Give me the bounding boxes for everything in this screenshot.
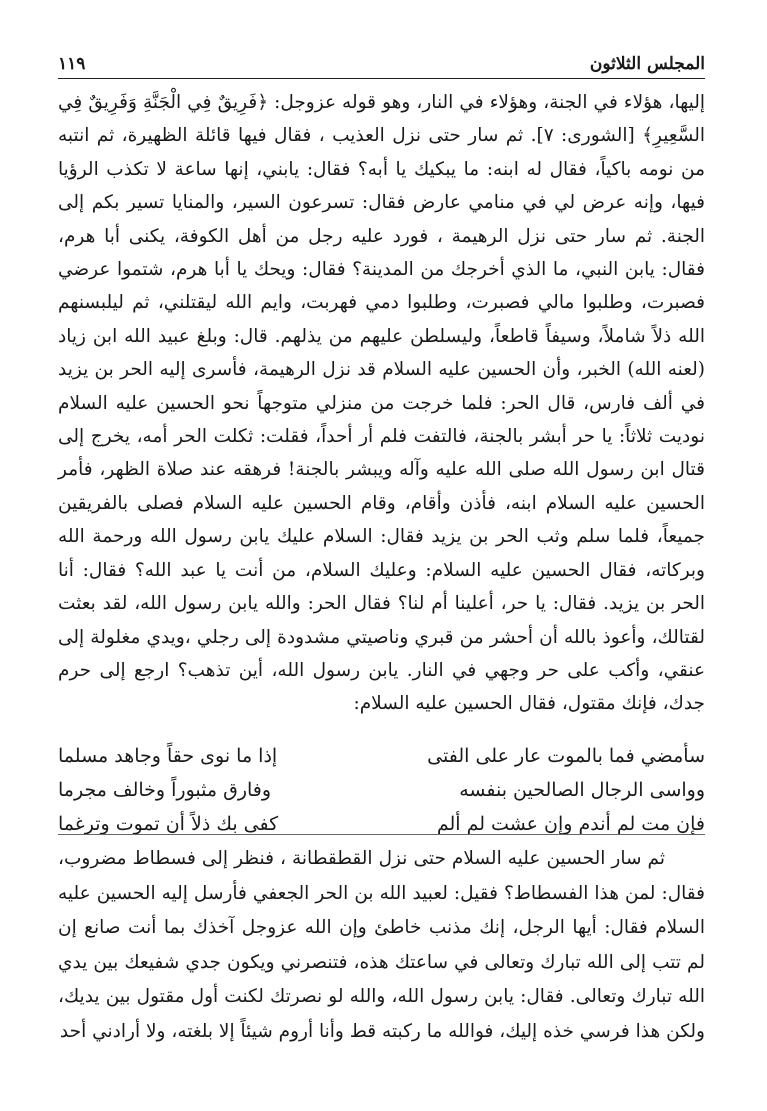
- poem-verse-3: [58, 807, 705, 841]
- verse-2-first-hemistich: وواسى الرجال الصالحين بنفسه: [459, 778, 705, 801]
- chapter-title: المجلس الثلاثون: [589, 54, 705, 74]
- verse-3-second-hemistich: كفى بك ذلاً أن تموت وترغما: [58, 812, 279, 835]
- poem-divider: [58, 834, 705, 835]
- main-text-continued: [58, 842, 705, 1049]
- paragraph-2: ثم سار الحسين عليه السلام حتى نزل القطقطانة ، فنظر إلى فسطاط مضروب، فقال: لمن هذا الفسطاط؟ فقيل: لعبيد الله بن الحر الجعفي فأرسل إليه الحسين عليه السلام فقال: أيها الرجل، إنك مذنب خاطئ وإن الله عزوجل آخذك بما أنت صانع إن لم تتب إلى الله تبارك وتعالى في ساعتك هذه، فتنصرني ويكون جدي شفيعك بين يدي الله تبارك وتعالى. فقال: يابن رسول الله، والله لو نصرتك لكنت أول مقتول بين يديك، ولكن هذا فرسي خذه إليك، فوالله ما ركبته قط وأنا أروم شيئاً إلا بلغته، ولا أرادني أحد: [58, 848, 705, 1042]
- main-text: [58, 86, 705, 857]
- paragraph-1: إليها، هؤلاء في الجنة، وهؤلاء في النار، وهو قوله عزوجل: ﴿فَرِيقٌ فِي الْجَنَّةِ وَفَرِيقٌ فِي السَّعِيرِ﴾ [الشورى: ٧]. ثم سار حتى نزل العذيب ، فقال فيها قائلة الظهيرة، ثم انتبه من نومه باكياً، فقال له ابنه: ما يبكيك يا أبه؟ فقال: يابني، إنها ساعة لا تكذب الرؤيا فيها، وإنه عرض لي في منامي عارض فقال: تسرعون السير، والمنايا تسير بكم إلى الجنة. ثم سار حتى نزل الرهيمة ، فورد عليه رجل من أهل الكوفة، يكنى أبا هرم، فقال: يابن النبي، ما الذي أخرجك من المدينة؟ فقال: ويحك يا أبا هرم، شتموا عرضي فصبرت، وطلبوا مالي فصبرت، وطلبوا دمي فهربت، وايم الله ليقتلني، ثم ليلبسنهم الله ذلاً شاملاً، وسيفاً قاطعاً، وليسلطن عليهم من يذلهم. قال: وبلغ عبيد الله ابن زياد (لعنه الله) الخبر، وأن الحسين عليه السلام قد نزل الرهيمة، فأسرى إليه الحر بن يزيد في ألف فارس، قال الحر: فلما خرجت من منزلي متوجهاً نحو الحسين عليه السلام نوديت ثلاثاً: يا حر أبشر بالجنة، فالتفت فلم أر أحداً، فقلت: ثكلت الحر أمه، يخرج إلى قتال ابن رسول الله صلى الله عليه وآله ويبشر بالجنة! فرهقه عند صلاة الظهر، فأمر الحسين عليه السلام ابنه، فأذن وأقام، وقام الحسين عليه السلام فصلى بالفريقين جميعاً، فلما سلم وثب الحر بن يزيد فقال: السلام عليك يابن رسول الله ورحمة الله وبركاته، فقال الحسين عليه السلام: وعليك السلام، من أنت يا عبد الله؟ فقال: أنا الحر بن يزيد. فقال: يا حر، أعلينا أم لنا؟ فقال الحر: والله يابن رسول الله، لقد بعثت لقتالك، وأعوذ بالله أن أحشر من قبري وناصيتي مشدودة إلى رجلي ،ويدي مغلولة إلى عنقي، وأكب على حر وجهي في النار. يابن رسول الله، أين تذهب؟ ارجع إلى حرم جدك، فإنك مقتول، فقال الحسين عليه السلام:: [58, 92, 705, 715]
- verse-1-second-hemistich: إذا ما نوى حقاً وجاهد مسلما: [58, 744, 278, 767]
- poem-verse-1: [58, 739, 705, 773]
- poem: [58, 739, 705, 841]
- verse-2-second-hemistich: وفارق مثبوراً وخالف مجرما: [58, 778, 272, 801]
- poem-verse-2: [58, 773, 705, 807]
- verse-1-first-hemistich: سأمضي فما بالموت عار على الفتى: [427, 744, 705, 767]
- page-header: [58, 44, 705, 79]
- page-number: ١١٩: [58, 54, 86, 74]
- verse-3-first-hemistich: فإن مت لم أندم وإن عشت لم ألم: [436, 812, 705, 835]
